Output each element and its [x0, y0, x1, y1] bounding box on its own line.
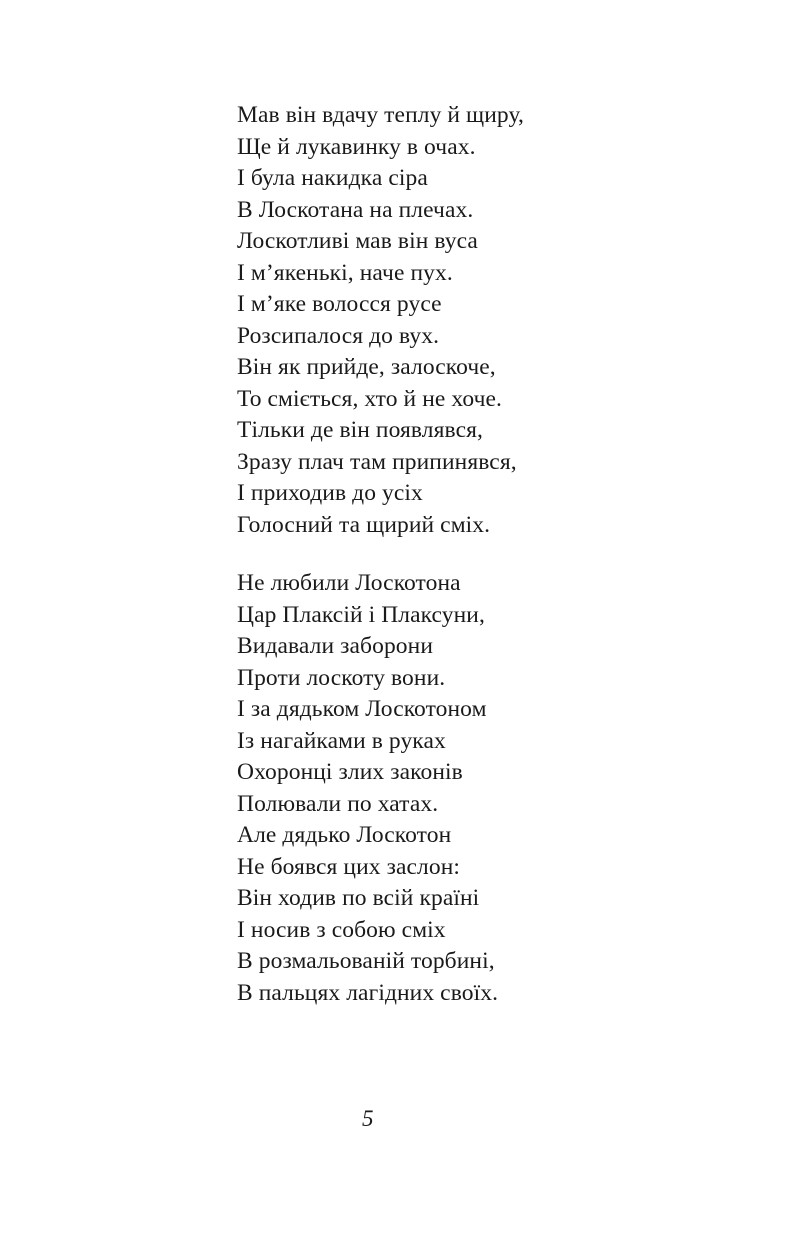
poem-line: Ще й лукавинку в очах.	[237, 133, 476, 160]
poem-line: Він як прийде, залоскоче,	[237, 354, 496, 380]
poem-line: В розмальованій торбині,	[237, 948, 495, 974]
poem-line: То сміється, хто й не хоче.	[237, 385, 503, 412]
poem-line: Лоскотливі мав він вуса	[237, 228, 478, 254]
poem-line: Із нагайками в руках	[237, 727, 446, 754]
poem-stanza-2	[237, 568, 498, 1009]
poem-line: Тільки де він появлявся,	[237, 417, 484, 443]
poem-line: Охоронці злих законів	[237, 759, 463, 785]
poem-line: І була накидка сіра	[237, 165, 428, 191]
poem-line: І носив з собою сміх	[237, 916, 446, 943]
poem-line: Не боявся цих заслон:	[237, 853, 461, 880]
poem-line: Видавали заборони	[237, 633, 434, 659]
page-number: 5	[362, 1106, 374, 1131]
poem-line: Проти лоскоту вони.	[237, 664, 446, 691]
poem-line: Не любили Лоскотона	[237, 570, 461, 596]
poem-stanza-1	[237, 100, 524, 541]
poem-line: І м’якенькі, наче пух.	[237, 259, 453, 286]
poem-line: Він ходив по всій країні	[237, 885, 480, 911]
poem-line: І м’яке волосся русе	[237, 291, 442, 317]
poem-line: В Лоскотана на плечах.	[237, 196, 474, 223]
poem-line: І за дядьком Лоскотоном	[237, 696, 487, 722]
poem-line: Мав він вдачу теплу й щиру,	[237, 102, 524, 128]
poem-line: Полювали по хатах.	[237, 790, 439, 817]
poem-line: Цар Плаксій і Плаксуни,	[237, 601, 485, 628]
poem-line: В пальцях лагідних своїх.	[237, 979, 499, 1006]
poem-line: Зразу плач там припинявся,	[237, 448, 517, 475]
poem-line: І приходив до усіх	[237, 480, 423, 506]
poem-line: Розсипалося до вух.	[237, 322, 440, 349]
poem-line: Голосний та щирий сміх.	[237, 511, 491, 538]
poem-line: Але дядько Лоскотон	[237, 822, 452, 848]
